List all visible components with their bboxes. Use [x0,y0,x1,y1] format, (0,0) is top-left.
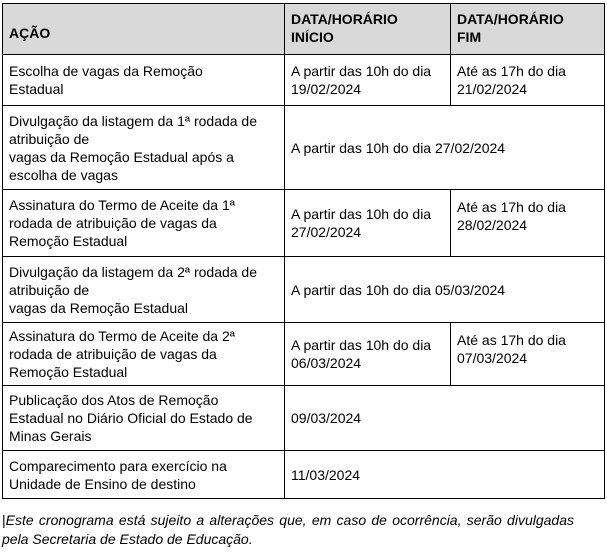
date-cell: 09/03/2024 [285,386,605,451]
table-row [3,451,605,499]
action-cell: Publicação dos Atos de Remoção Estadual no Diário Oficial do Estado de Minas Gerais [3,386,285,451]
date-cell: A partir das 10h do dia 27/02/2024 [285,106,605,190]
header-data-fim: DATA/HORÁRIO FIM [451,4,605,55]
table-row [3,55,605,106]
header-acao: AÇÃO [3,4,285,55]
start-cell: A partir das 10h do dia 19/02/2024 [285,55,451,106]
header-data-inicio: DATA/HORÁRIO INÍCIO [285,4,451,55]
action-cell: Comparecimento para exercício na Unidade de Ensino de destino [3,451,285,499]
start-cell: A partir das 10h do dia 06/03/2024 [285,323,451,386]
footnote-text: Este cronograma está sujeito a alterações que, em caso de ocorrência, serão divulgadas pela Secretaria de Estado de Educação. [2,512,574,547]
end-cell: Até as 17h do dia 21/02/2024 [451,55,605,106]
action-cell: Escolha de vagas da Remoção Estadual [3,55,285,106]
date-cell: 11/03/2024 [285,451,605,499]
table-row [3,386,605,451]
schedule-table [2,3,605,499]
table-row [3,106,605,190]
start-cell: A partir das 10h do dia 27/02/2024 [285,190,451,257]
table-header-row [3,4,605,55]
action-cell: Assinatura do Termo de Aceite da 2ª rodada de atribuição de vagas da Remoção Estadual [3,323,285,386]
action-cell: Divulgação da listagem da 2ª rodada de atribuição de vagas da Remoção Estadual [3,257,285,323]
footnote-marker: | [2,512,6,528]
end-cell: Até as 17h do dia 07/03/2024 [451,323,605,386]
table-row [3,190,605,257]
date-cell: A partir das 10h do dia 05/03/2024 [285,257,605,323]
action-cell: Assinatura do Termo de Aceite da 1ª rodada de atribuição de vagas da Remoção Estadual [3,190,285,257]
table-row [3,323,605,386]
footnote [2,511,574,549]
end-cell: Até as 17h do dia 28/02/2024 [451,190,605,257]
table-row [3,257,605,323]
action-cell: Divulgação da listagem da 1ª rodada de atribuição de vagas da Remoção Estadual após a escolha de vagas [3,106,285,190]
